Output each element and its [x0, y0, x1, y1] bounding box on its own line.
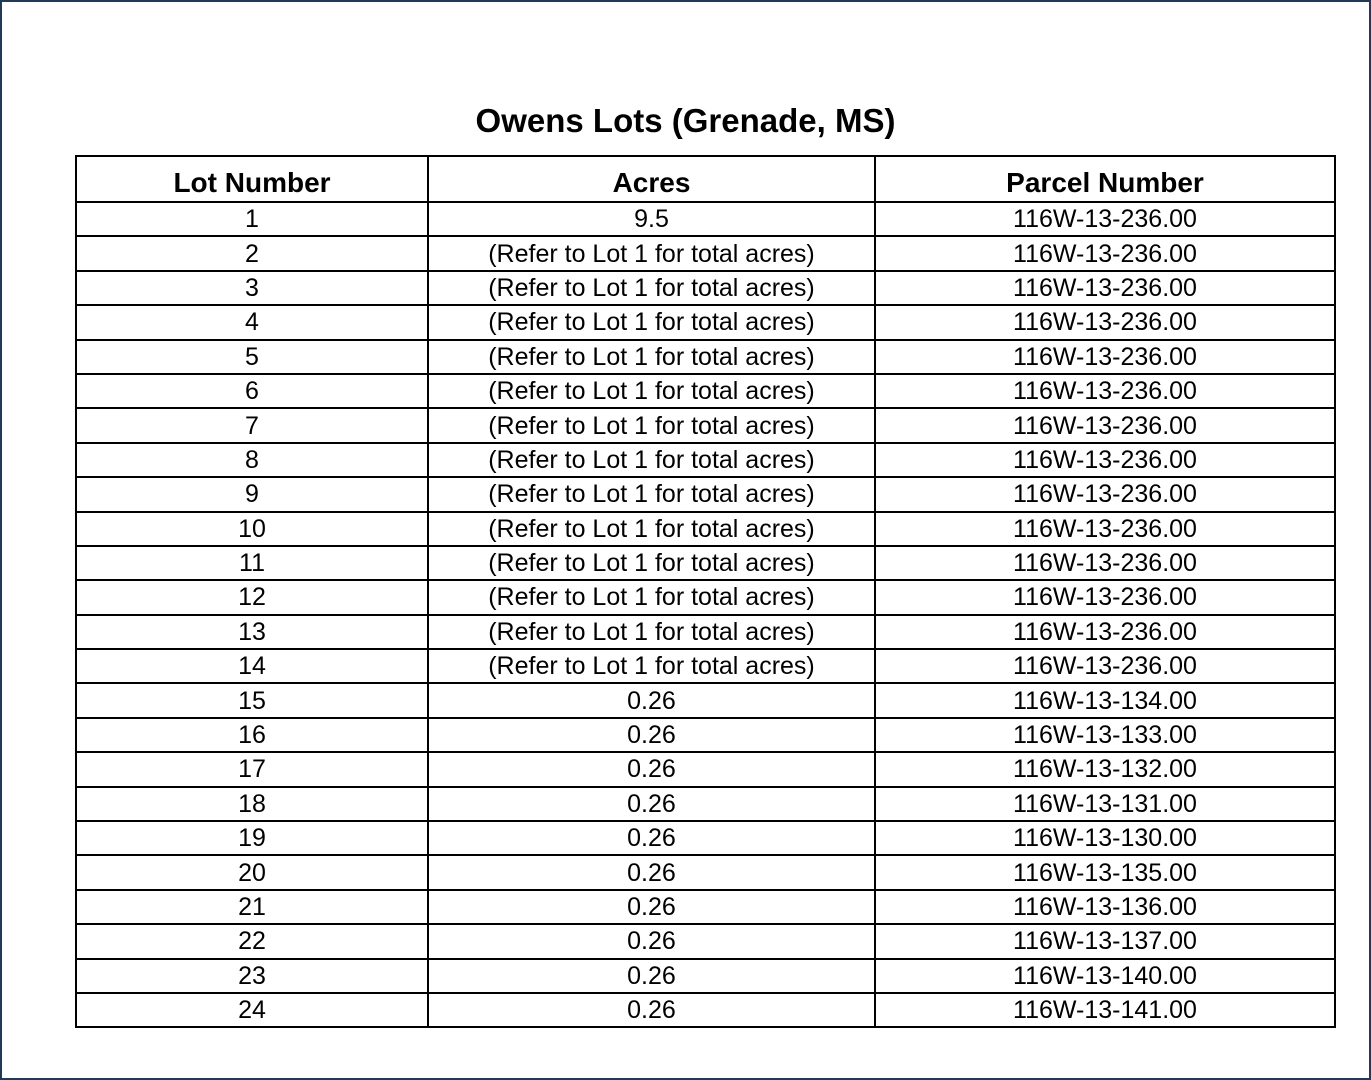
header-parcel-number: Parcel Number	[875, 156, 1335, 202]
table-row	[76, 821, 1335, 855]
table-row	[76, 477, 1335, 511]
header-row	[76, 156, 1335, 202]
lot-number-cell: 2	[76, 236, 428, 270]
table-row	[76, 959, 1335, 993]
lot-number-cell: 8	[76, 443, 428, 477]
parcel-number-cell: 116W-13-236.00	[875, 546, 1335, 580]
lot-number-cell: 22	[76, 924, 428, 958]
table-row	[76, 374, 1335, 408]
document-title: Owens Lots (Grenade, MS)	[475, 102, 896, 139]
lot-number-cell: 10	[76, 512, 428, 546]
parcel-number-cell: 116W-13-137.00	[875, 924, 1335, 958]
acres-cell: (Refer to Lot 1 for total acres)	[428, 408, 875, 442]
acres-cell: 0.26	[428, 752, 875, 786]
table-row	[76, 546, 1335, 580]
acres-cell: (Refer to Lot 1 for total acres)	[428, 649, 875, 683]
table-row	[76, 993, 1335, 1027]
lot-number-cell: 17	[76, 752, 428, 786]
parcel-number-cell: 116W-13-236.00	[875, 374, 1335, 408]
acres-cell: 0.26	[428, 787, 875, 821]
lot-number-cell: 15	[76, 683, 428, 717]
parcel-number-cell: 116W-13-236.00	[875, 615, 1335, 649]
parcel-number-cell: 116W-13-140.00	[875, 959, 1335, 993]
lot-number-cell: 5	[76, 340, 428, 374]
parcel-number-cell: 116W-13-130.00	[875, 821, 1335, 855]
parcel-number-cell: 116W-13-236.00	[875, 305, 1335, 339]
lot-number-cell: 9	[76, 477, 428, 511]
parcel-number-cell: 116W-13-236.00	[875, 202, 1335, 236]
acres-cell: (Refer to Lot 1 for total acres)	[428, 271, 875, 305]
acres-cell: (Refer to Lot 1 for total acres)	[428, 546, 875, 580]
lot-number-cell: 12	[76, 580, 428, 614]
acres-cell: (Refer to Lot 1 for total acres)	[428, 236, 875, 270]
parcel-number-cell: 116W-13-134.00	[875, 683, 1335, 717]
acres-cell: 0.26	[428, 959, 875, 993]
lot-number-cell: 21	[76, 890, 428, 924]
parcel-number-cell: 116W-13-131.00	[875, 787, 1335, 821]
acres-cell: (Refer to Lot 1 for total acres)	[428, 340, 875, 374]
acres-cell: 0.26	[428, 993, 875, 1027]
table-row	[76, 787, 1335, 821]
parcel-number-cell: 116W-13-236.00	[875, 236, 1335, 270]
table-row	[76, 236, 1335, 270]
parcel-number-cell: 116W-13-236.00	[875, 580, 1335, 614]
parcel-number-cell: 116W-13-236.00	[875, 649, 1335, 683]
parcel-number-cell: 116W-13-236.00	[875, 512, 1335, 546]
acres-cell: (Refer to Lot 1 for total acres)	[428, 305, 875, 339]
table-row	[76, 202, 1335, 236]
table-row	[76, 649, 1335, 683]
lot-number-cell: 24	[76, 993, 428, 1027]
table-row	[76, 615, 1335, 649]
lot-number-cell: 14	[76, 649, 428, 683]
table-row	[76, 683, 1335, 717]
lots-table	[75, 155, 1336, 1028]
table-row	[76, 305, 1335, 339]
table-row	[76, 408, 1335, 442]
lot-number-cell: 11	[76, 546, 428, 580]
acres-cell: 0.26	[428, 890, 875, 924]
parcel-number-cell: 116W-13-133.00	[875, 718, 1335, 752]
acres-cell: 0.26	[428, 821, 875, 855]
table-row	[76, 855, 1335, 889]
lot-number-cell: 7	[76, 408, 428, 442]
parcel-number-cell: 116W-13-132.00	[875, 752, 1335, 786]
lot-number-cell: 6	[76, 374, 428, 408]
parcel-number-cell: 116W-13-236.00	[875, 477, 1335, 511]
lot-number-cell: 3	[76, 271, 428, 305]
lot-number-cell: 23	[76, 959, 428, 993]
acres-cell: (Refer to Lot 1 for total acres)	[428, 615, 875, 649]
parcel-number-cell: 116W-13-236.00	[875, 443, 1335, 477]
acres-cell: (Refer to Lot 1 for total acres)	[428, 580, 875, 614]
parcel-number-cell: 116W-13-136.00	[875, 890, 1335, 924]
parcel-number-cell: 116W-13-135.00	[875, 855, 1335, 889]
table-row	[76, 718, 1335, 752]
lot-number-cell: 16	[76, 718, 428, 752]
acres-cell: 0.26	[428, 924, 875, 958]
lot-number-cell: 1	[76, 202, 428, 236]
table-row	[76, 580, 1335, 614]
acres-cell: 0.26	[428, 718, 875, 752]
acres-cell: (Refer to Lot 1 for total acres)	[428, 477, 875, 511]
table-row	[76, 924, 1335, 958]
table-body	[76, 202, 1335, 1027]
acres-cell: 9.5	[428, 202, 875, 236]
table-row	[76, 512, 1335, 546]
table-row	[76, 271, 1335, 305]
lot-number-cell: 18	[76, 787, 428, 821]
lot-number-cell: 13	[76, 615, 428, 649]
lot-number-cell: 20	[76, 855, 428, 889]
header-lot-number: Lot Number	[76, 156, 428, 202]
header-acres: Acres	[428, 156, 875, 202]
table-row	[76, 340, 1335, 374]
acres-cell: 0.26	[428, 855, 875, 889]
parcel-number-cell: 116W-13-236.00	[875, 340, 1335, 374]
table-row	[76, 443, 1335, 477]
table-row	[76, 752, 1335, 786]
lot-number-cell: 19	[76, 821, 428, 855]
acres-cell: (Refer to Lot 1 for total acres)	[428, 443, 875, 477]
acres-cell: (Refer to Lot 1 for total acres)	[428, 374, 875, 408]
lot-number-cell: 4	[76, 305, 428, 339]
acres-cell: (Refer to Lot 1 for total acres)	[428, 512, 875, 546]
parcel-number-cell: 116W-13-236.00	[875, 271, 1335, 305]
parcel-number-cell: 116W-13-141.00	[875, 993, 1335, 1027]
acres-cell: 0.26	[428, 683, 875, 717]
parcel-number-cell: 116W-13-236.00	[875, 408, 1335, 442]
table-row	[76, 890, 1335, 924]
table-header	[76, 156, 1335, 202]
